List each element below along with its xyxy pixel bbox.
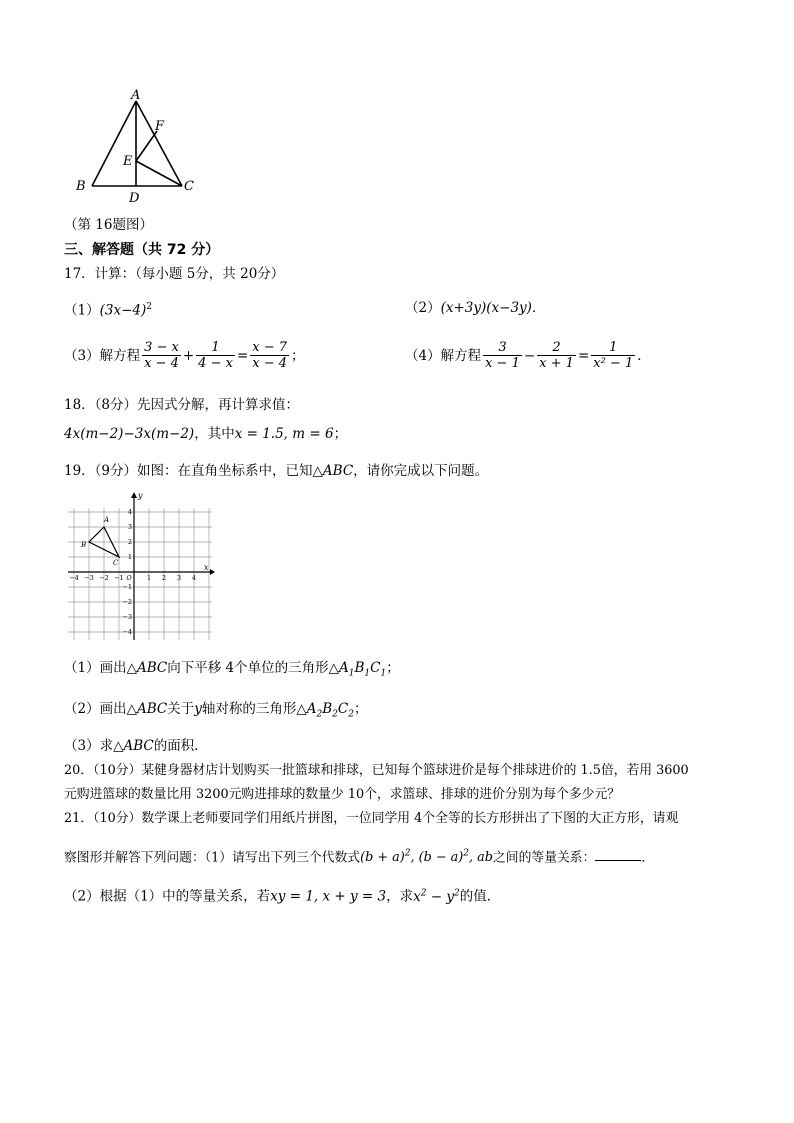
fraction-numerator: 3 (498, 340, 507, 355)
y-tick-label: 3 (127, 523, 132, 531)
q17-part1: $(1)(3x-4)^2$ (64, 302, 152, 319)
x-tick-label: 1 (146, 574, 152, 582)
y-tick-label: −3 (122, 613, 132, 621)
fraction-denominator: x − 1 (485, 356, 520, 371)
q19-heading (64, 462, 488, 480)
vertex-label-f: F (155, 119, 165, 134)
q21-part2: （2）根据（1）中的等量关系，若xy = 1, x + y = 3，求$x^2 - y^2$的值． (64, 888, 501, 905)
q21-line2: 察图形并解答下列问题：（1）请写出下列三个代数式$(b + a)^2$, $(b - a)^2$, ab之间的等量关系： ． (64, 849, 655, 866)
fraction-numerator: 1 (211, 340, 220, 355)
fraction-denominator: x² − 1 (593, 356, 634, 371)
y-tick-label: 1 (127, 553, 132, 561)
triangle-figure-16 (62, 86, 212, 210)
coordinate-grid (64, 490, 216, 642)
q19-p1-mid: 向下平移 4个单位的三角形△ (167, 660, 339, 676)
vertex-label-e: E (123, 154, 133, 169)
q21-line2-post: 之间的等量关系： (493, 850, 596, 866)
q17-part1-expr: (3x−4) (99, 302, 147, 319)
vertex-label-b: B (76, 179, 86, 194)
q18-expression: 4x(m−2)−3x(m−2)，其中x = 1.5, m = 6； (64, 426, 348, 442)
q17-part2: （2）(x+3y)(x−3y)． (405, 300, 546, 316)
q21-p2-post: 的值． (459, 888, 501, 905)
q19-head-abc: ABC (322, 463, 354, 479)
y-tick-label: 2 (127, 538, 132, 546)
fraction (483, 340, 522, 371)
q19-p2-post: 轴对称的三角形△ (201, 701, 307, 717)
x-tick-label: −3 (84, 574, 94, 582)
q19-p2-mid: 关于 (167, 701, 195, 717)
fraction (250, 340, 289, 371)
fraction-numerator: x − 7 (252, 340, 288, 355)
q19-p1-pre: （1）画出△ (64, 660, 137, 676)
fraction-numerator: 2 (552, 340, 561, 355)
q18-expr: 4x(m−2)−3x(m−2) (64, 426, 195, 442)
q17-part1-label: （1） (64, 302, 100, 319)
point-label-a: A (104, 516, 110, 524)
y-tick-label: 4 (127, 508, 132, 516)
fraction (591, 340, 635, 371)
q21-line1: 21．（10分）数学课上老师要同学们用纸片拼图，一位同学用 4个全等的长方形拼出了下图的大正方形，请观 (64, 811, 679, 826)
fraction-denominator: 4 − x (198, 356, 233, 371)
x-tick-label: 2 (161, 574, 167, 582)
point-label-c: C (113, 559, 119, 567)
q19-p3-pre: （3）求△ (64, 738, 124, 754)
q20-line2: 元购进篮球的数量比用 3200元购进排球的数量少 10个，求篮球、排球的进价分别为每个多少元？ (64, 787, 621, 802)
y-tick-label: −4 (122, 628, 132, 636)
vertex-label-a: A (131, 88, 141, 103)
q17-part2-label: （2） (405, 300, 441, 316)
point-label-b: B (81, 541, 87, 549)
q19-p3-post: 的面积． (153, 738, 208, 754)
q17-part4-label: （4）解方程 (405, 347, 482, 364)
x-tick-label: 3 (176, 574, 182, 582)
q17-part3-label: （3）解方程 (64, 347, 141, 364)
fraction (142, 340, 181, 371)
q18-cond: x = 1.5, m = 6 (234, 426, 334, 442)
q21-p2-mid: ，求 (386, 888, 414, 905)
section-heading: 三、解答题（共 72 分） (64, 242, 220, 258)
vertex-label-d: D (129, 191, 140, 206)
q19-p2-y: y (194, 701, 202, 717)
fraction-numerator: 1 (609, 340, 618, 355)
q19-part1: （1）画出△ABC向下平移 4个单位的三角形$\triangle A_1B_1C_1$； (64, 660, 400, 679)
q17-heading: 17．计算：（每小题 5分，共 20分） (64, 266, 285, 282)
q19-p2-abc: ABC (136, 701, 168, 717)
q19-p3-abc: ABC (123, 738, 154, 754)
q21-line2-pre: 察图形并解答下列问题：（1）请写出下列三个代数式 (64, 850, 361, 866)
y-axis-label: y (138, 491, 143, 500)
fraction-denominator: x − 4 (144, 356, 179, 371)
y-tick-label: −2 (122, 598, 132, 606)
figure-16-caption: （第 16题图） (64, 217, 153, 233)
q18-cond-pre: ，其中 (194, 426, 235, 442)
fraction-denominator: x + 1 (539, 356, 574, 371)
q17-part4: （4）解方程 $\frac{3}{x - 1}$ − $\frac{2}{x + 1}$ = $\frac{1}{\text{x² − 1}}$ ． (405, 340, 651, 371)
answer-blank[interactable] (595, 848, 641, 861)
origin-label: O (126, 574, 132, 582)
vertex-label-c: C (184, 179, 194, 194)
q18-heading: 18．（8分）先因式分解，再计算求值： (64, 397, 300, 413)
x-tick-label: −1 (114, 574, 124, 582)
q19-head-post: ，请你完成以下问题。 (353, 463, 489, 479)
fraction-numerator: 3 − x (144, 340, 179, 355)
q21-p2-pre: （2）根据（1）中的等量关系，若 (64, 888, 271, 905)
y-tick-label: −1 (122, 583, 132, 591)
x-tick-label: −2 (99, 574, 109, 582)
x-tick-label: −4 (69, 574, 79, 582)
q17-part2-expr: (x+3y)(x−3y) (440, 300, 532, 316)
fraction (537, 340, 576, 371)
x-tick-label: 4 (191, 574, 197, 582)
q19-p1-abc: ABC (136, 660, 168, 676)
q17-part3: （3）解方程 $\frac{3 - x}{x - 4}$ + $\frac{1}{4 - x}$ = $\frac{x - 7}{x - 4}$ ； (64, 340, 305, 371)
q19-head-pre: 19．（9分）如图：在直角坐标系中，已知△ (64, 463, 323, 479)
q19-p2-pre: （2）画出△ (64, 701, 137, 717)
q19-part3 (64, 737, 208, 755)
x-axis-label: x (204, 563, 209, 572)
fraction (196, 340, 235, 371)
q20-line1: 20．（10分）某健身器材店计划购买一批篮球和排球，已知每个篮球进价是每个排球进价的 1.5倍，若用 3600 (64, 763, 689, 778)
fraction-denominator: x − 4 (252, 356, 288, 371)
q19-part2: （2）画出△ABC关于y轴对称的三角形$\triangle A_2B_2C_2$； (64, 701, 368, 720)
